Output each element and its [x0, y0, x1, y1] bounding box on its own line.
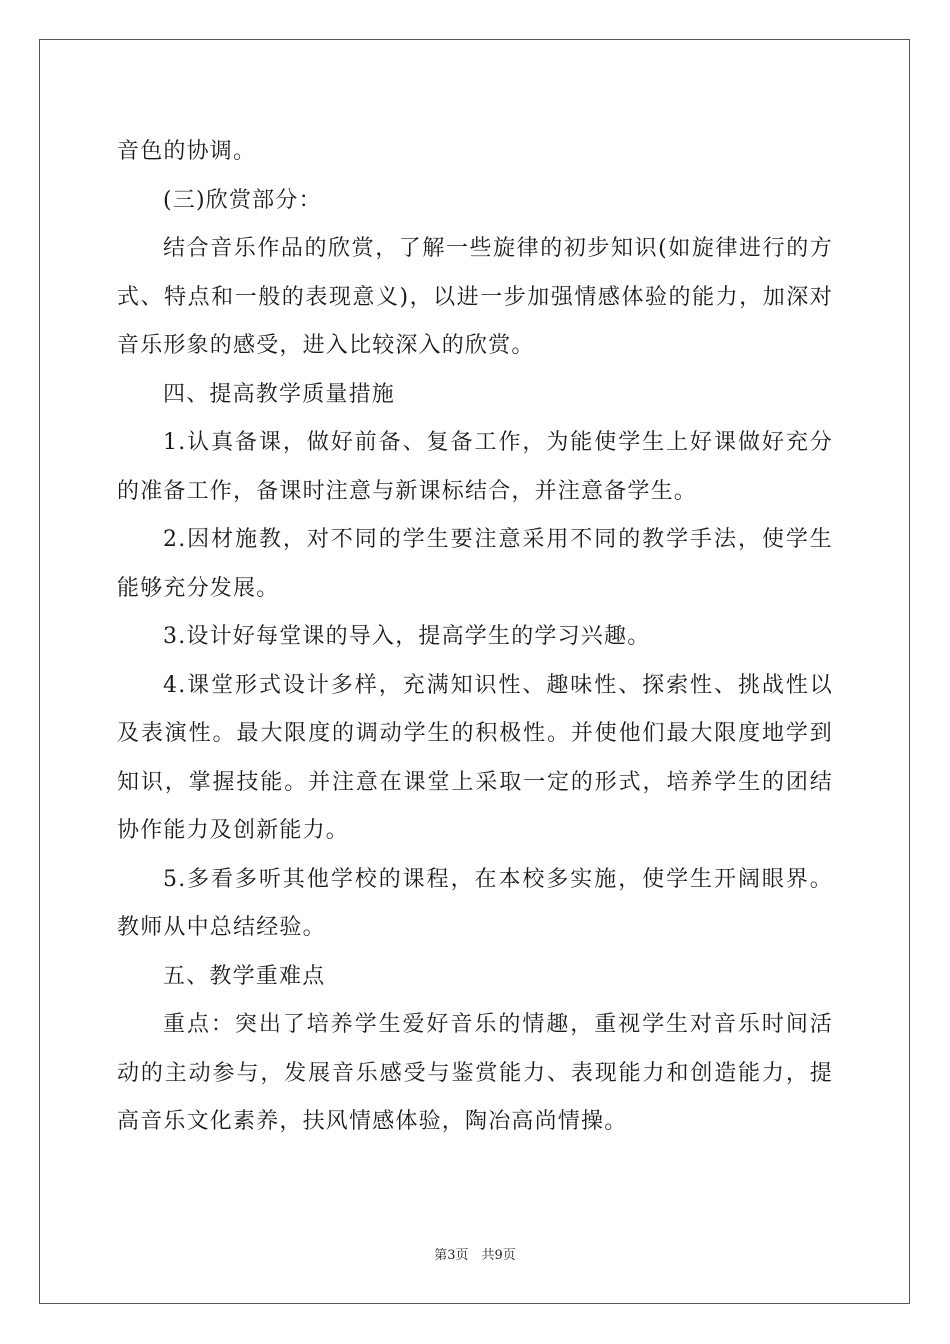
document-body: [117, 128, 833, 1147]
paragraph-key-points: 重点：突出了培养学生爱好音乐的情趣，重视学生对音乐时间活动的主动参与，发展音乐感受与鉴赏能力、表现能力和创造能力，提高音乐文化素养，扶风情感体验，陶冶高尚情操。: [117, 1012, 833, 1134]
measure-item-1: 1.认真备课，做好前备、复备工作，为能使学生上好课做好充分的准备工作，备课时注意与新课标结合，并注意备学生。: [117, 430, 833, 504]
section-heading-measures: 四、提高教学质量措施: [163, 381, 396, 407]
section-heading-key-points: 五、教学重难点: [163, 963, 326, 989]
measure-item-5: 5.多看多听其他学校的课程，在本校多实施，使学生开阔眼界。教师从中总结经验。: [117, 866, 833, 940]
section-heading-appreciation: (三)欣赏部分：: [163, 187, 322, 213]
paragraph-1: 音色的协调。: [117, 139, 257, 164]
measure-item-4: 4.课堂形式设计多样，充满知识性、趣味性、探索性、挑战性以及表演性。最大限度的调动学生的积极性。并使他们最大限度地学到知识，掌握技能。并注意在课堂上采取一定的形式，培养学生的团结协作能力及创新能力。: [117, 672, 833, 843]
measure-item-2: 2.因材施教，对不同的学生要注意采用不同的教学手法，使学生能够充分发展。: [117, 527, 833, 601]
measure-item-3: 3.设计好每堂课的导入，提高学生的学习兴趣。: [163, 624, 651, 649]
paragraph-appreciation: 结合音乐作品的欣赏，了解一些旋律的初步知识(如旋律进行的方式、特点和一般的表现意义)，以进一步加强情感体验的能力，加深对音乐形象的感受，进入比较深入的欣赏。: [117, 236, 833, 358]
page-number-footer: 第3页 共9页: [434, 1248, 516, 1263]
